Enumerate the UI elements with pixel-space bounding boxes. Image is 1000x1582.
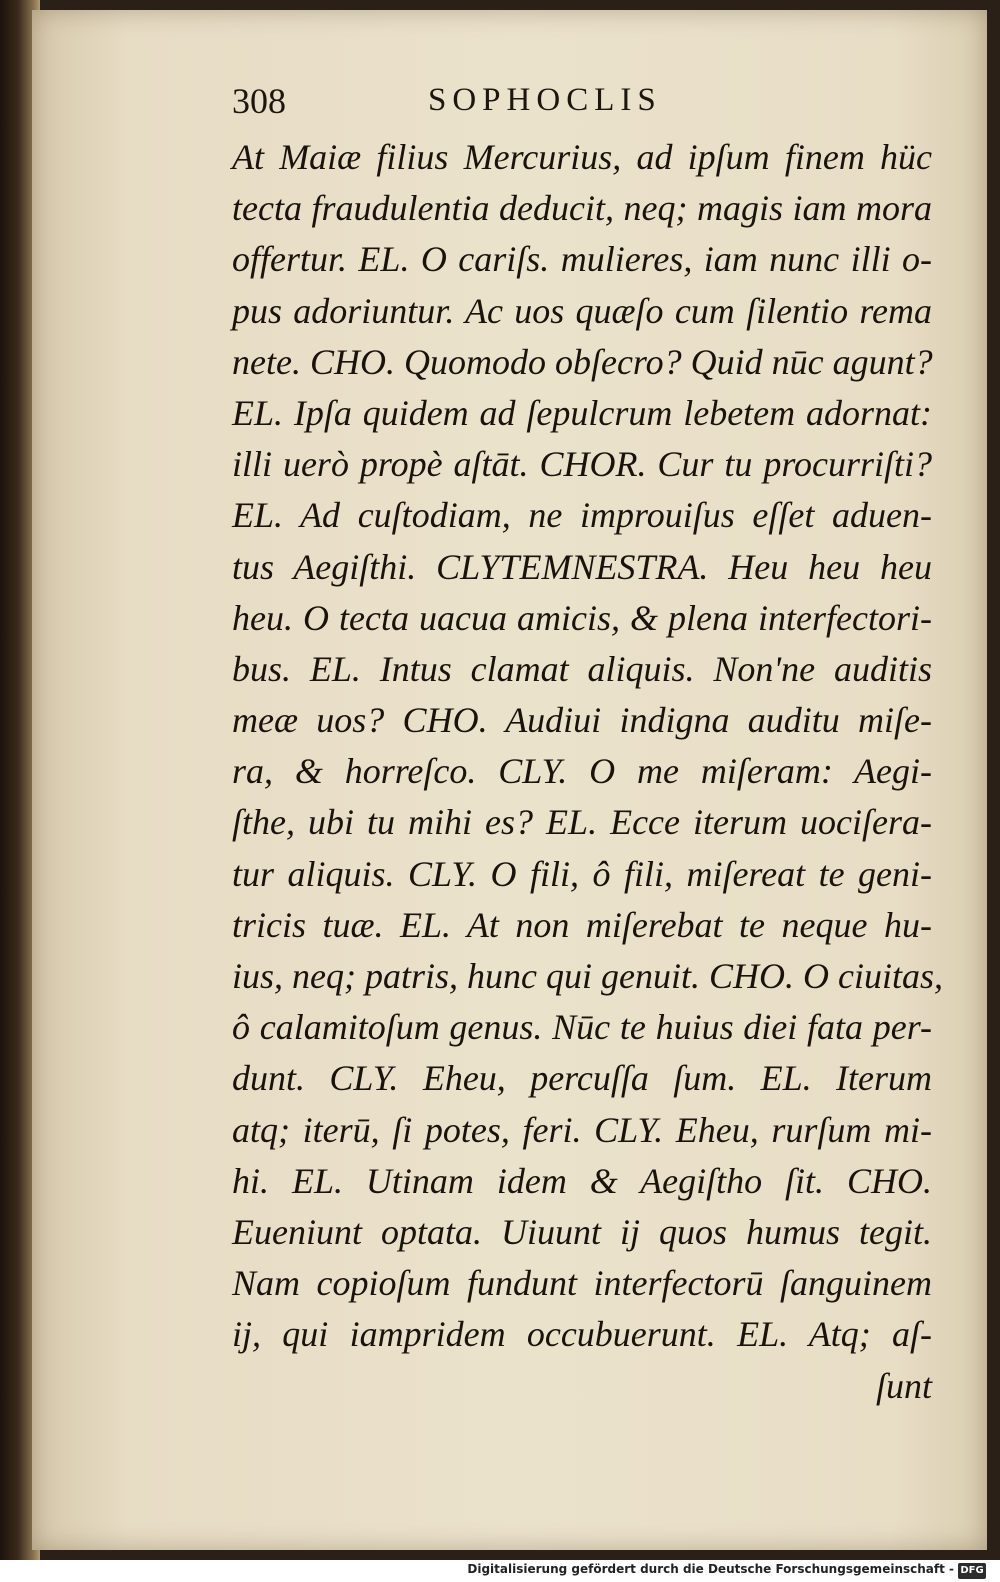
- funding-credit: Digitalisierung gefördert durch die Deutsche Forschungsgemeinschaft -: [467, 1562, 954, 1576]
- text-line: tus Aegiſthi. CLYTEMNESTRA. Heu heu heu: [232, 546, 932, 587]
- text-line: Nam copioſum fundunt interfectorū ſanguinem: [232, 1263, 932, 1304]
- text-line: nete. CHO. Quomodo obſecro? Quid nūc agunt?: [232, 341, 933, 382]
- text-line: heu. O tecta uacua amicis, & plena interfectori-: [232, 597, 932, 638]
- text-line: offertur. EL. O cariſs. mulieres, iam nunc illi o-: [232, 239, 932, 280]
- text-line: EL. Ipſa quidem ad ſepulcrum lebetem adornat:: [232, 392, 932, 433]
- text-line: tricis tuæ. EL. At non miſerebat te neque hu-: [232, 904, 932, 945]
- page-header: [232, 80, 732, 130]
- body-text: [232, 132, 943, 1412]
- dfg-logo-icon: DFG: [958, 1563, 986, 1579]
- text-line: ra, & horreſco. CLY. O me miſeram: Aegi-: [232, 751, 932, 792]
- text-line: ô calamitoſum genus. Nūc te huius diei fata per-: [232, 1007, 932, 1048]
- text-line: Eueniunt optata. Uiuunt ij quos humus tegit.: [232, 1211, 932, 1252]
- text-line: hi. EL. Utinam idem & Aegiſtho ſit. CHO.: [232, 1160, 932, 1201]
- page-number: 308: [232, 81, 286, 121]
- catchword: ſunt: [875, 1365, 932, 1406]
- text-line: illi uerò propè aſtāt. CHOR. Cur tu procurriſti?: [232, 444, 932, 485]
- text-line: atq; iterū, ſi potes, feri. CLY. Eheu, rurſum mi-: [232, 1109, 932, 1150]
- text-line: pus adoriuntur. Ac uos quæſo cum ſilentio rema: [232, 290, 932, 331]
- text-line: ſthe, ubi tu mihi es? EL. Ecce iterum uociſera-: [232, 802, 932, 843]
- text-line: ij, qui iampridem occubuerunt. EL. Atq; aſ-: [232, 1314, 932, 1355]
- text-line: meæ uos? CHO. Audiui indigna auditu miſe-: [232, 700, 932, 741]
- footer-bar: [0, 1560, 1000, 1582]
- text-line: At Maiæ filius Mercurius, ad ipſum finem hüc: [232, 137, 932, 177]
- running-title: SOPHOCLIS: [428, 82, 662, 118]
- text-line: dunt. CLY. Eheu, percuſſa ſum. EL. Iterum: [232, 1058, 932, 1099]
- text-line: tur aliquis. CLY. O fili, ô fili, miſereat te geni-: [232, 853, 932, 894]
- text-line: bus. EL. Intus clamat aliquis. Non'ne auditis: [232, 648, 932, 689]
- text-line: tecta fraudulentia deducit, neq; magis iam mora: [232, 188, 932, 229]
- text-line: EL. Ad cuſtodiam, ne improuiſus eſſet aduen-: [232, 495, 932, 536]
- text-line: ius, neq; patris, hunc qui genuit. CHO. O ciuitas,: [232, 956, 943, 996]
